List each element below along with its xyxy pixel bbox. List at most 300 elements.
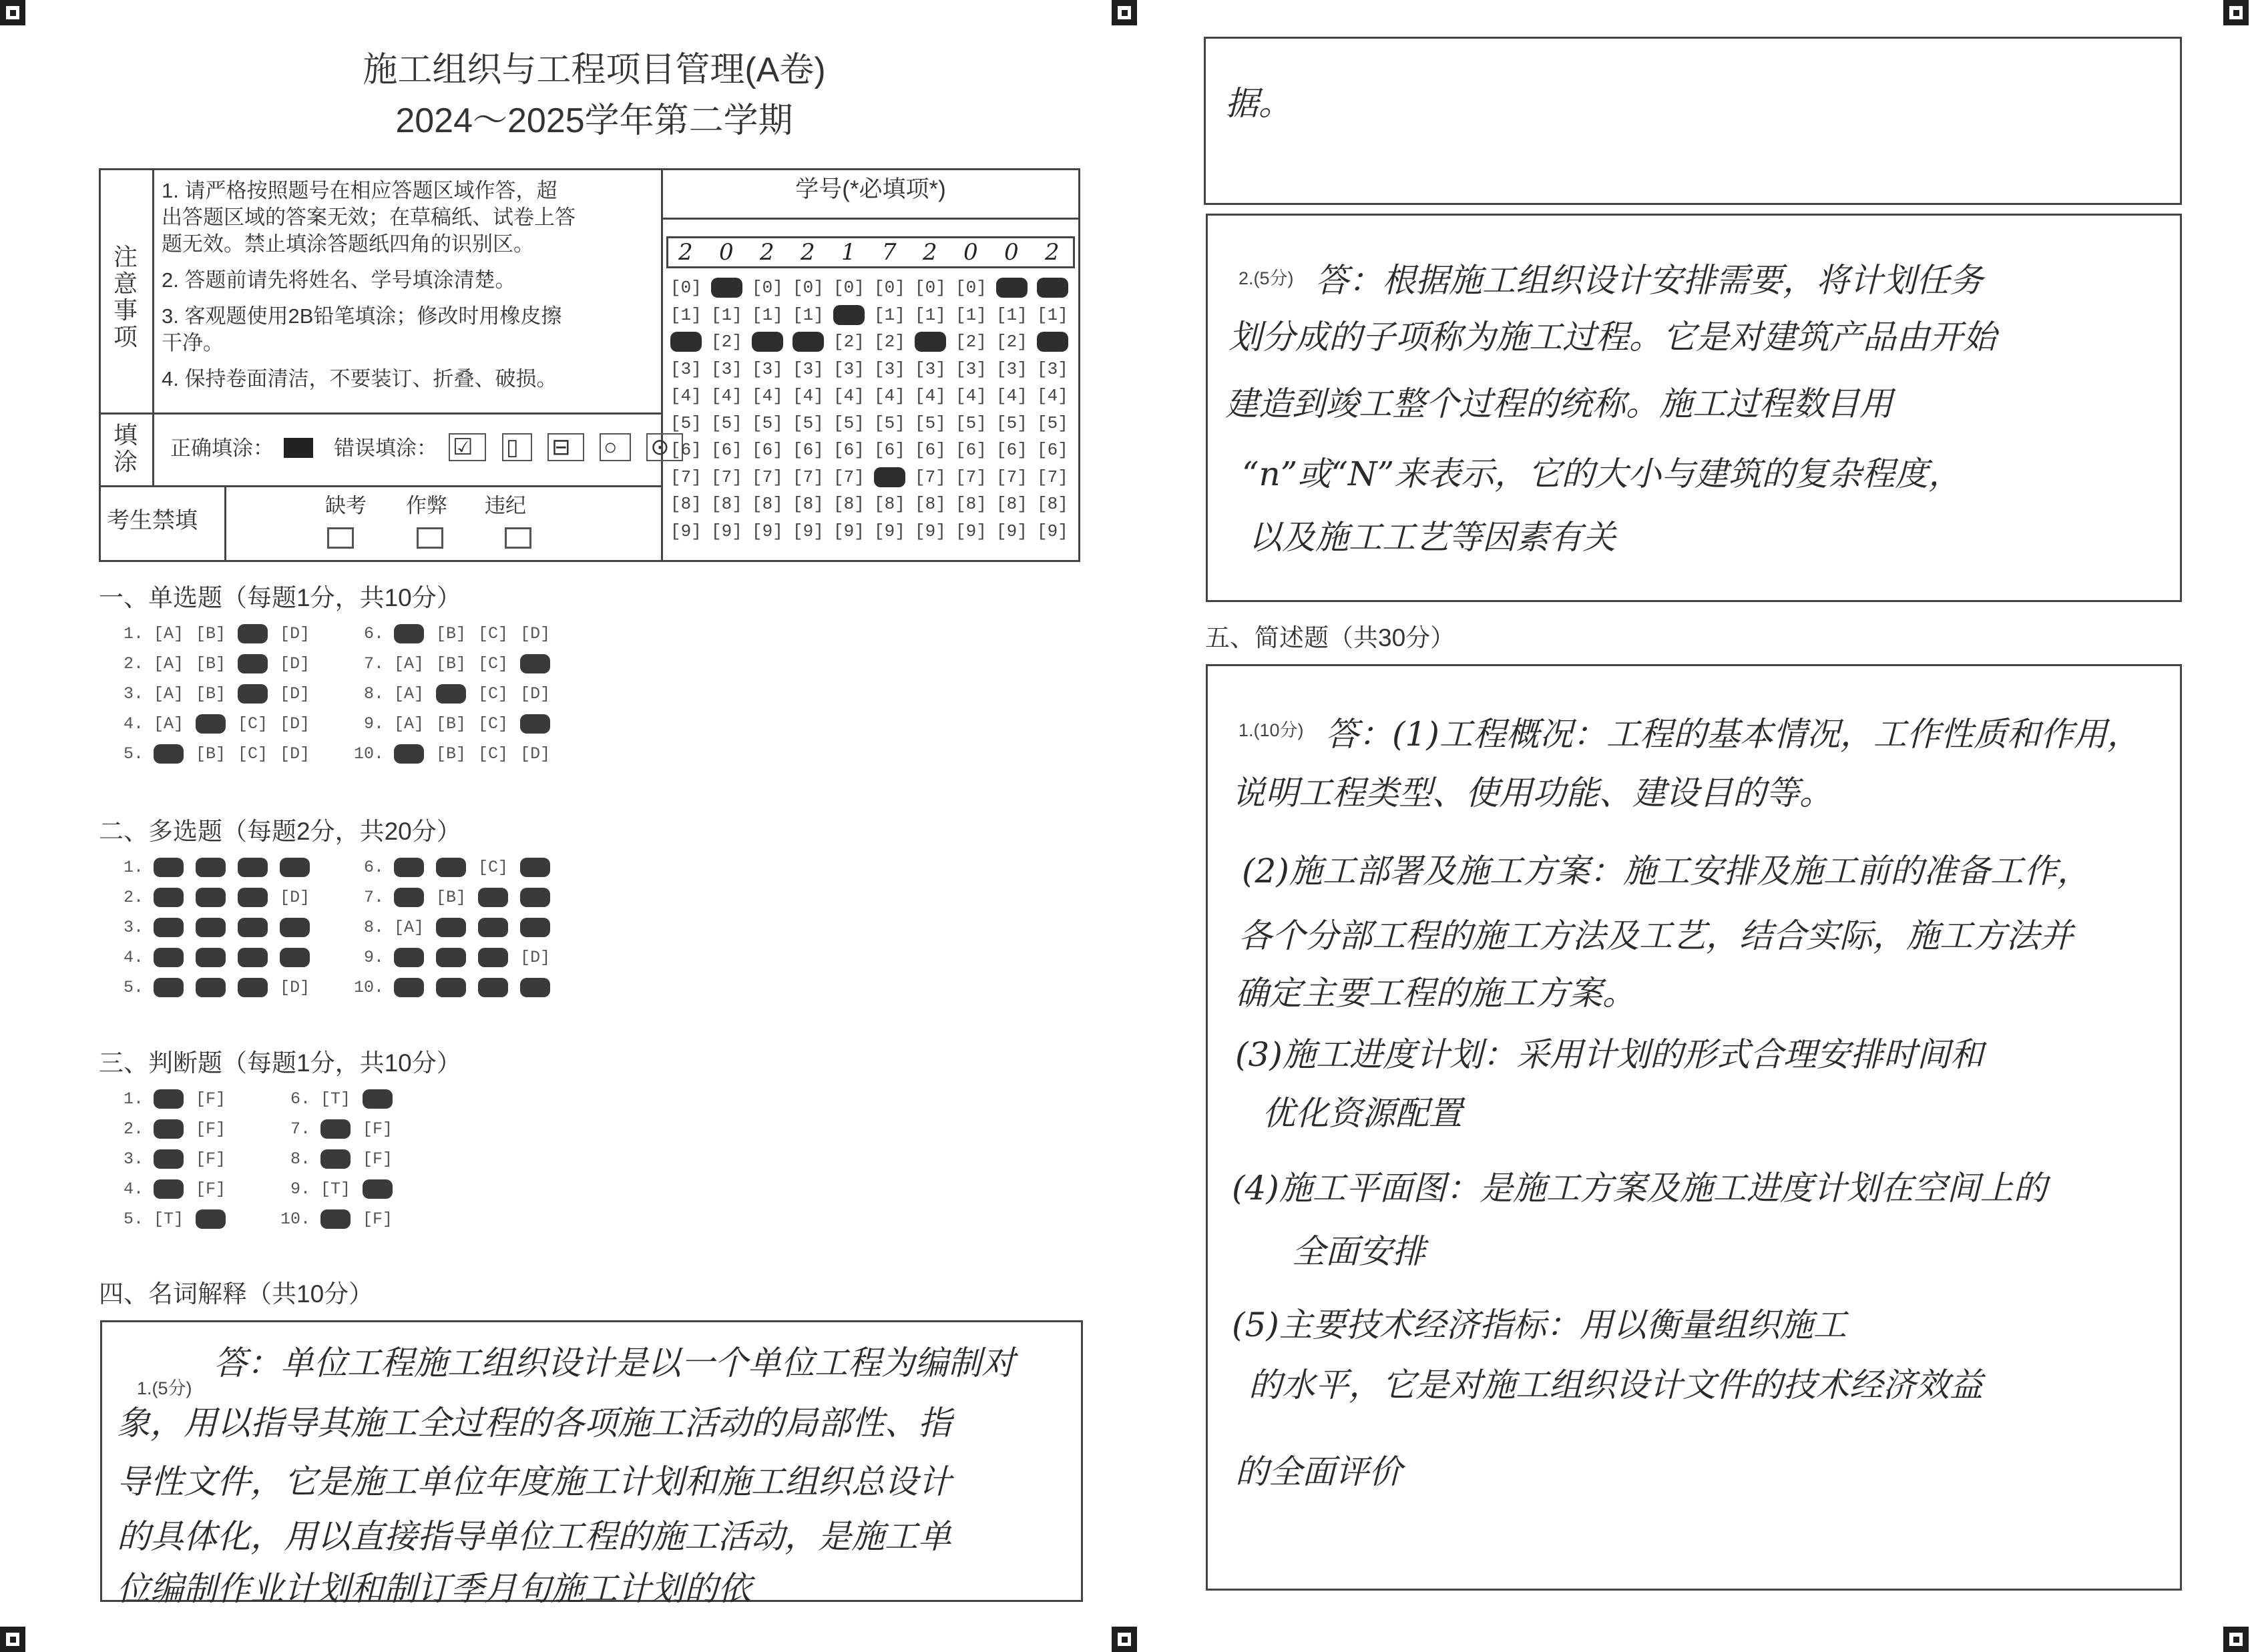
student-id-bubble[interactable]: [6] <box>793 440 824 460</box>
term-line: 导性文件，它是施工单位年度施工计划和施工组织总设计 <box>117 1462 951 1501</box>
answer-bubble[interactable] <box>520 918 550 937</box>
answer-bubble[interactable]: [A] <box>394 654 425 673</box>
divider <box>661 168 663 562</box>
answer-bubble[interactable] <box>238 918 268 937</box>
answer-bubble[interactable]: [B] <box>436 744 467 764</box>
answer-bubble[interactable] <box>436 918 466 937</box>
student-id-bubble[interactable]: [9] <box>833 521 865 541</box>
question-row <box>354 624 562 643</box>
answer-bubble[interactable]: [F] <box>363 1149 393 1169</box>
question-number: 1. <box>114 1089 154 1109</box>
student-id-bubble[interactable]: [6] <box>752 440 783 460</box>
question-row <box>354 654 562 673</box>
question-number: 10. <box>280 1209 321 1229</box>
student-id-bubble[interactable]: [7] <box>1037 467 1068 487</box>
question-row <box>354 888 562 907</box>
student-id-bubble[interactable]: [3] <box>793 358 824 379</box>
student-id-bubble[interactable]: [5] <box>711 412 742 433</box>
student-id-bubble[interactable]: [3] <box>752 358 783 379</box>
answer-bubble[interactable]: [C] <box>238 714 268 734</box>
student-id-bubble[interactable]: [0] <box>752 278 783 298</box>
notice-label-char: 注 <box>113 243 138 270</box>
student-id-bubble[interactable]: [1] <box>1037 304 1068 325</box>
answer-bubble[interactable] <box>478 978 508 997</box>
answer-bubble[interactable] <box>196 978 226 997</box>
answer-bubble[interactable]: [C] <box>478 714 509 734</box>
absent-checkbox[interactable] <box>327 527 354 549</box>
student-id-bubble[interactable]: [8] <box>874 494 905 514</box>
question-row <box>354 948 562 967</box>
student-id-bubble[interactable]: [5] <box>874 412 905 433</box>
student-id-bubble[interactable]: [9] <box>1037 521 1068 541</box>
student-id-bubble[interactable]: [1] <box>996 304 1028 325</box>
student-id-bubble[interactable]: [7] <box>996 467 1028 487</box>
student-id-bubble[interactable]: [4] <box>670 386 702 406</box>
student-id-bubble[interactable] <box>711 278 742 298</box>
answer-bubble[interactable] <box>436 858 466 877</box>
student-id-bubble[interactable]: [0] <box>874 278 905 298</box>
student-id-bubble[interactable]: [7] <box>793 467 824 487</box>
student-id-bubble[interactable]: [6] <box>711 440 742 460</box>
answer-bubble[interactable]: [B] <box>436 888 467 907</box>
student-id-bubble[interactable]: [9] <box>793 521 824 541</box>
student-id-bubble[interactable] <box>996 278 1028 298</box>
answer-bubble[interactable]: [D] <box>520 624 551 643</box>
answer-bubble[interactable] <box>238 858 268 877</box>
student-id-bubble[interactable]: [9] <box>874 521 905 541</box>
student-id-bubble[interactable]: [7] <box>915 467 946 487</box>
student-id-bubble[interactable]: [7] <box>711 467 742 487</box>
student-id-bubble[interactable]: [9] <box>915 521 946 541</box>
answer-bubble[interactable] <box>154 1119 184 1139</box>
student-id-bubble[interactable]: [9] <box>711 521 742 541</box>
wrong-sample-check-icon: ☑ <box>449 433 486 461</box>
essay-line: 优化资源配置 <box>1262 1094 1462 1133</box>
answer-bubble[interactable]: [F] <box>363 1209 393 1229</box>
answer-bubble[interactable] <box>363 1179 393 1199</box>
answer-bubble[interactable] <box>280 858 310 877</box>
answer-bubble[interactable] <box>436 948 466 967</box>
answer-bubble[interactable]: [B] <box>196 684 226 704</box>
student-id-bubble[interactable]: [5] <box>955 412 987 433</box>
section-multi-choice: 二、多选题（每题2分，共20分） <box>99 818 461 845</box>
answer-bubble[interactable]: [D] <box>280 684 310 704</box>
student-id-digit: 2 <box>1045 239 1060 266</box>
student-id-bubble[interactable]: [3] <box>711 358 742 379</box>
question-row <box>354 684 562 704</box>
student-id-bubble[interactable]: [6] <box>1037 440 1068 460</box>
answer-bubble[interactable]: [B] <box>436 654 467 673</box>
student-id-bubble[interactable]: [8] <box>752 494 783 514</box>
notice-item: 3. 客观题使用2B铅笔填涂；修改时用橡皮擦 <box>162 304 562 328</box>
violation-checkbox[interactable] <box>505 527 531 549</box>
answer-bubble[interactable] <box>478 918 508 937</box>
answer-bubble[interactable] <box>196 1209 226 1229</box>
answer-bubble[interactable]: [D] <box>280 624 310 643</box>
answer-bubble[interactable]: [B] <box>436 714 467 734</box>
exam-forbidden-label: 考生禁填 <box>107 508 198 533</box>
question-number: 10. <box>354 978 395 997</box>
answer-bubble[interactable]: [C] <box>478 624 509 643</box>
corner-marker-bc <box>1112 1627 1137 1652</box>
student-id-digit: 2 <box>923 239 937 266</box>
student-id-bubble[interactable]: [3] <box>915 358 946 379</box>
divider <box>152 168 154 413</box>
divider <box>152 412 154 486</box>
answer-bubble[interactable] <box>238 684 268 704</box>
student-id-bubble[interactable] <box>1037 332 1068 352</box>
fill-correct-sample <box>284 438 313 458</box>
wrong-sample-dash-icon: ⊟ <box>547 433 584 461</box>
question-number: 9. <box>354 948 395 967</box>
answer-bubble[interactable] <box>154 1179 184 1199</box>
question-row <box>354 744 562 764</box>
student-id-digit: 0 <box>719 239 734 266</box>
student-id-bubble[interactable]: [2] <box>996 332 1028 352</box>
question-number: 1. <box>114 624 154 643</box>
student-id-bubble[interactable]: [4] <box>793 386 824 406</box>
term-line: 象，用以指导其施工全过程的各项施工活动的局部性、指 <box>117 1404 951 1442</box>
student-id-bubble[interactable]: [1] <box>793 304 824 325</box>
answer-bubble[interactable]: [T] <box>320 1089 351 1109</box>
term-points: 1.(5分) <box>137 1378 192 1398</box>
answer-bubble[interactable] <box>394 888 424 907</box>
notice-item: 干净。 <box>162 331 224 354</box>
q2-line: 以及施工工艺等因素有关 <box>1249 518 1616 557</box>
answer-bubble[interactable] <box>238 624 268 643</box>
student-id-bubble[interactable]: [9] <box>996 521 1028 541</box>
question-number: 7. <box>354 888 395 907</box>
answer-bubble[interactable] <box>154 1149 184 1169</box>
question-row <box>114 684 322 704</box>
student-id-bubble[interactable]: [2] <box>833 332 865 352</box>
answer-bubble[interactable]: [D] <box>280 714 310 734</box>
answer-bubble[interactable]: [F] <box>363 1119 393 1139</box>
student-id-bubble[interactable]: [0] <box>670 278 702 298</box>
student-id-digit: 2 <box>801 239 815 266</box>
student-id-bubble[interactable]: [0] <box>793 278 824 298</box>
student-id-bubble[interactable]: [8] <box>1037 494 1068 514</box>
answer-bubble[interactable] <box>478 888 508 907</box>
student-id-bubble[interactable]: [8] <box>955 494 987 514</box>
notice-list <box>162 178 656 392</box>
answer-bubble[interactable]: [A] <box>394 918 425 937</box>
student-id-bubble[interactable]: [7] <box>670 467 702 487</box>
student-id-bubble[interactable]: [8] <box>711 494 742 514</box>
student-id-bubble[interactable]: [8] <box>670 494 702 514</box>
student-id-bubble[interactable]: [9] <box>752 521 783 541</box>
exam-title: 施工组织与工程项目管理(A卷) <box>363 51 826 89</box>
answer-bubble[interactable] <box>154 744 184 764</box>
student-id-bubble[interactable]: [0] <box>955 278 987 298</box>
answer-bubble[interactable]: [D] <box>520 744 551 764</box>
student-id-bubble[interactable]: [9] <box>670 521 702 541</box>
answer-bubble[interactable] <box>196 948 226 967</box>
student-id-bubble[interactable] <box>1037 278 1068 298</box>
answer-bubble[interactable] <box>320 1149 351 1169</box>
student-id-bubble[interactable]: [1] <box>915 304 946 325</box>
answer-bubble[interactable] <box>280 918 310 937</box>
student-id-bubble[interactable]: [5] <box>833 412 865 433</box>
student-id-bubble[interactable]: [8] <box>833 494 865 514</box>
term-line: 答：单位工程施工组织设计是以一个单位工程为编制对 <box>214 1344 1015 1382</box>
answer-bubble[interactable] <box>394 744 424 764</box>
answer-bubble[interactable]: [D] <box>520 948 551 967</box>
question-row <box>114 948 322 967</box>
divider <box>99 485 661 487</box>
student-id-bubble[interactable]: [1] <box>752 304 783 325</box>
student-id-bubble[interactable]: [7] <box>752 467 783 487</box>
student-id-bubble[interactable] <box>670 332 702 352</box>
answer-bubble[interactable]: [D] <box>280 888 310 907</box>
student-id-bubble[interactable] <box>915 332 946 352</box>
answer-bubble[interactable] <box>196 714 226 734</box>
question-row <box>354 714 562 734</box>
student-id-bubble[interactable]: [2] <box>955 332 987 352</box>
question-number: 5. <box>114 744 154 764</box>
student-id-bubble[interactable]: [1] <box>670 304 702 325</box>
answer-bubble[interactable]: [B] <box>196 654 226 673</box>
student-id-bubble[interactable]: [7] <box>833 467 865 487</box>
answer-bubble[interactable] <box>280 948 310 967</box>
student-id-bubble[interactable]: [5] <box>996 412 1028 433</box>
question-row <box>114 858 322 877</box>
answer-bubble[interactable]: [D] <box>280 978 310 997</box>
essay-line: (2)施工部署及施工方案：施工安排及施工前的准备工作， <box>1242 852 2090 890</box>
student-id-bubble-grid <box>668 238 1075 551</box>
q2-line: “n”或“N”来表示，它的大小与建筑的复杂程度， <box>1242 455 1962 493</box>
answer-bubble[interactable] <box>154 918 184 937</box>
answer-bubble[interactable] <box>363 1089 393 1109</box>
answer-bubble[interactable]: [D] <box>280 654 310 673</box>
answer-bubble[interactable] <box>394 624 424 643</box>
answer-bubble[interactable]: [A] <box>154 654 184 673</box>
student-id-bubble[interactable]: [6] <box>915 440 946 460</box>
student-id-bubble[interactable]: [4] <box>955 386 987 406</box>
student-id-bubble[interactable]: [6] <box>670 440 702 460</box>
answer-bubble[interactable]: [C] <box>238 744 268 764</box>
answer-bubble[interactable]: [A] <box>394 714 425 734</box>
fill-label-char: 填 <box>113 421 138 449</box>
question-number: 6. <box>354 858 395 877</box>
answer-bubble[interactable] <box>238 978 268 997</box>
answer-bubble[interactable] <box>154 858 184 877</box>
student-id-digit: 1 <box>841 239 856 266</box>
answer-bubble[interactable]: [C] <box>478 744 509 764</box>
violation-label: 违纪 <box>485 494 526 517</box>
answer-bubble[interactable]: [B] <box>196 624 226 643</box>
answer-bubble[interactable] <box>196 888 226 907</box>
student-id-bubble[interactable]: [3] <box>833 358 865 379</box>
student-id-bubble[interactable]: [4] <box>711 386 742 406</box>
question-number: 8. <box>354 918 395 937</box>
student-id-bubble[interactable]: [5] <box>1037 412 1068 433</box>
student-id-bubble[interactable]: [0] <box>915 278 946 298</box>
notice-item: 1. 请严格按照题号在相应答题区域作答，超 <box>162 179 557 202</box>
answer-bubble[interactable]: [A] <box>154 684 184 704</box>
question-number: 8. <box>354 684 395 704</box>
student-id-bubble[interactable] <box>874 467 905 487</box>
question-number: 8. <box>280 1149 321 1169</box>
answer-bubble[interactable] <box>436 684 466 704</box>
answer-bubble[interactable]: [C] <box>478 684 509 704</box>
student-id-bubble[interactable]: [6] <box>833 440 865 460</box>
question-row <box>114 978 322 997</box>
student-id-bubble[interactable]: [1] <box>874 304 905 325</box>
answer-bubble[interactable]: [T] <box>154 1209 184 1229</box>
student-id-bubble[interactable]: [9] <box>955 521 987 541</box>
single-choice-area <box>114 624 581 778</box>
student-id-bubble[interactable]: [6] <box>874 440 905 460</box>
essay-line: 的全面评价 <box>1235 1452 1402 1491</box>
question-number: 7. <box>280 1119 321 1139</box>
answer-bubble[interactable] <box>154 1089 184 1109</box>
student-id-digit: 7 <box>882 239 897 266</box>
answer-bubble[interactable] <box>520 654 550 673</box>
cheat-checkbox[interactable] <box>417 527 443 549</box>
student-id-bubble[interactable] <box>833 305 865 325</box>
student-id-bubble[interactable]: [2] <box>711 332 742 352</box>
answer-bubble[interactable]: [F] <box>196 1119 226 1139</box>
answer-bubble[interactable]: [F] <box>196 1179 226 1199</box>
continuation-box <box>1204 37 2182 205</box>
answer-bubble[interactable] <box>196 858 226 877</box>
student-id-bubble[interactable]: [4] <box>752 386 783 406</box>
student-id-bubble[interactable]: [5] <box>670 412 702 433</box>
fill-wrong-label: 错误填涂： <box>334 437 437 460</box>
student-id-bubble[interactable]: [3] <box>996 358 1028 379</box>
answer-bubble[interactable]: [C] <box>478 858 509 877</box>
student-id-bubble[interactable]: [4] <box>874 386 905 406</box>
multi-choice-area <box>114 858 581 1011</box>
answer-bubble[interactable] <box>238 888 268 907</box>
student-id-bubble[interactable]: [2] <box>874 332 905 352</box>
answer-bubble[interactable] <box>436 978 466 997</box>
answer-bubble[interactable]: [D] <box>520 684 551 704</box>
answer-bubble[interactable] <box>320 1209 351 1229</box>
answer-bubble[interactable] <box>394 858 424 877</box>
student-id-bubble[interactable]: [8] <box>793 494 824 514</box>
answer-bubble[interactable] <box>520 888 550 907</box>
notice-label-char: 项 <box>113 323 138 350</box>
answer-bubble[interactable]: [D] <box>280 744 310 764</box>
student-id-bubble[interactable]: [3] <box>670 358 702 379</box>
answer-bubble[interactable]: [B] <box>196 744 226 764</box>
question-number: 6. <box>280 1089 321 1109</box>
answer-bubble[interactable] <box>154 948 184 967</box>
notice-label-char: 意 <box>113 270 138 297</box>
judge-area <box>114 1089 581 1243</box>
student-id-bubble[interactable]: [6] <box>996 440 1028 460</box>
answer-bubble[interactable]: [A] <box>394 684 425 704</box>
essay-line: (5)主要技术经济指标：用以衡量组织施工 <box>1232 1306 1847 1344</box>
question-row <box>114 888 322 907</box>
answer-bubble[interactable] <box>394 978 424 997</box>
exam-term: 2024～2025学年第二学期 <box>395 101 793 140</box>
notice-item: 题无效。禁止填涂答题纸四角的识别区。 <box>162 232 534 256</box>
question-row <box>280 1089 405 1109</box>
student-id-bubble[interactable] <box>793 332 824 352</box>
corner-marker-tr <box>2223 0 2249 25</box>
answer-bubble[interactable]: [A] <box>154 624 184 643</box>
notice-item: 2. 答题前请先将姓名、学号填涂清楚。 <box>162 268 516 292</box>
essay-line: (4)施工平面图：是施工方案及施工进度计划在空间上的 <box>1232 1169 2047 1207</box>
student-id-bubble[interactable]: [4] <box>915 386 946 406</box>
question-number: 3. <box>114 918 154 937</box>
student-id-bubble[interactable]: [4] <box>1037 386 1068 406</box>
answer-bubble[interactable] <box>238 654 268 673</box>
question-number: 2. <box>114 654 154 673</box>
student-id-bubble[interactable] <box>752 332 783 352</box>
student-id-bubble[interactable]: [0] <box>833 278 865 298</box>
question-row <box>114 1119 238 1139</box>
question-number: 5. <box>114 1209 154 1229</box>
term-line: 的具体化，用以直接指导单位工程的施工活动，是施工单 <box>117 1517 951 1556</box>
question-row <box>354 918 562 937</box>
answer-bubble[interactable] <box>394 948 424 967</box>
answer-bubble[interactable] <box>238 948 268 967</box>
student-id-bubble[interactable]: [3] <box>1037 358 1068 379</box>
answer-bubble[interactable] <box>320 1119 351 1139</box>
question-row <box>114 1089 238 1109</box>
question-number: 3. <box>114 684 154 704</box>
student-id-bubble[interactable]: [5] <box>915 412 946 433</box>
corner-marker-br <box>2223 1627 2249 1652</box>
student-id-bubble[interactable]: [4] <box>833 386 865 406</box>
section-single-choice: 一、单选题（每题1分，共10分） <box>99 584 461 611</box>
answer-bubble[interactable]: [F] <box>196 1089 226 1109</box>
essay-points: 1.(10分) <box>1239 720 1304 740</box>
student-id-bubble[interactable]: [4] <box>996 386 1028 406</box>
essay-line: 确定主要工程的施工方案。 <box>1235 974 1636 1013</box>
student-id-bubble[interactable]: [8] <box>915 494 946 514</box>
question-number: 5. <box>114 978 154 997</box>
wrong-sample-circle-icon: ○ <box>600 433 631 461</box>
student-id-bubble[interactable]: [7] <box>955 467 987 487</box>
answer-bubble[interactable]: [A] <box>154 714 184 734</box>
answer-bubble[interactable]: [B] <box>436 624 467 643</box>
student-id-bubble[interactable]: [5] <box>793 412 824 433</box>
answer-bubble[interactable]: [T] <box>320 1179 351 1199</box>
q2-line: 建造到竣工整个过程的统称。施工过程数目用 <box>1225 384 1893 423</box>
answer-bubble[interactable]: [C] <box>478 654 509 673</box>
student-id-bubble[interactable]: [1] <box>955 304 987 325</box>
essay-line: 说明工程类型、使用功能、建设目的等。 <box>1232 774 1833 812</box>
answer-bubble[interactable] <box>520 858 550 877</box>
answer-bubble[interactable] <box>520 714 550 734</box>
answer-bubble[interactable] <box>196 918 226 937</box>
q2-line: 答：根据施工组织设计安排需要，将计划任务 <box>1315 261 1983 300</box>
wrong-sample-dot-icon: ⊙ <box>646 433 683 461</box>
answer-bubble[interactable]: [F] <box>196 1149 226 1169</box>
question-row <box>114 1149 238 1169</box>
student-id-bubble[interactable]: [8] <box>996 494 1028 514</box>
student-id-bubble[interactable]: [3] <box>955 358 987 379</box>
student-id-bubble[interactable]: [5] <box>752 412 783 433</box>
answer-bubble[interactable] <box>478 948 508 967</box>
question-number: 9. <box>354 714 395 734</box>
question-row <box>114 714 322 734</box>
student-id-bubble[interactable]: [1] <box>711 304 742 325</box>
answer-bubble[interactable] <box>154 978 184 997</box>
answer-bubble[interactable] <box>154 888 184 907</box>
student-id-bubble[interactable]: [3] <box>874 358 905 379</box>
answer-bubble[interactable] <box>520 978 550 997</box>
student-id-bubble[interactable]: [6] <box>955 440 987 460</box>
essay-line: 答：(1)工程概况：工程的基本情况，工作性质和作用， <box>1325 715 2141 754</box>
corner-marker-tl <box>0 0 25 25</box>
fill-correct-label: 正确填涂： <box>170 437 274 460</box>
